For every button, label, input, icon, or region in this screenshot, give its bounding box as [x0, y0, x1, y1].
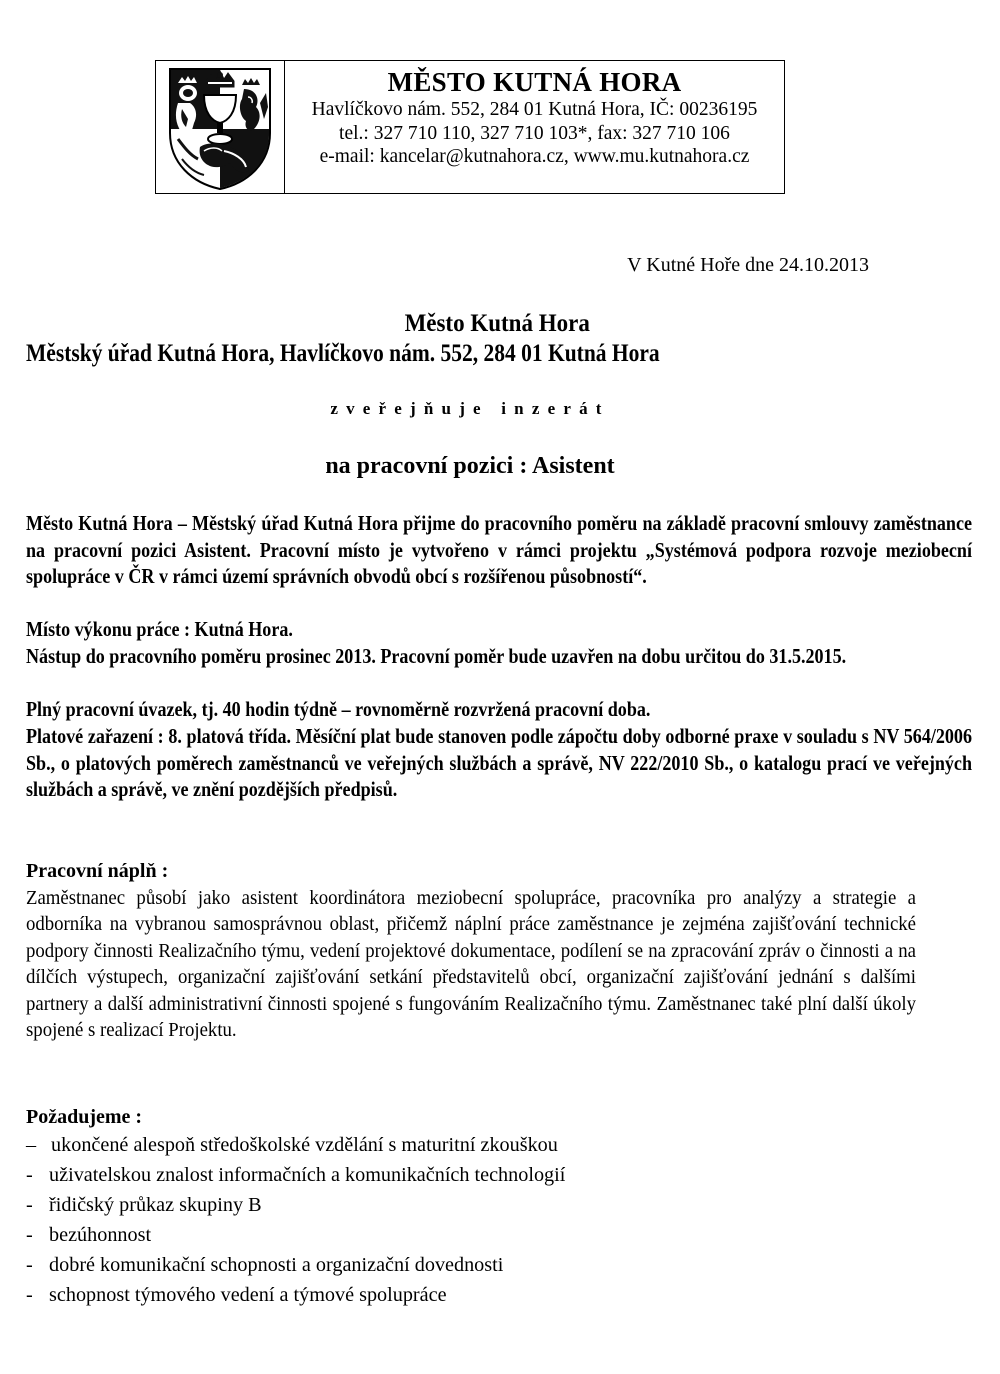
position-title: na pracovní pozici : Asistent [325, 453, 615, 479]
bullet-dash: - [26, 1284, 33, 1306]
list-item [26, 1190, 726, 1220]
start-date-paragraph: Nástup do pracovního poměru prosinec 2013. Pracovní poměr bude uzavřen na dobu určitou do 31.5.2015. [26, 644, 847, 668]
job-details [26, 510, 972, 803]
duties-heading: Pracovní náplň : [26, 860, 169, 882]
workload-paragraph: Plný pracovní úvazek, tj. 40 hodin týdně – rovnoměrně rozvržená pracovní doba. [26, 697, 651, 721]
requirement-text: bezúhonnost [49, 1224, 152, 1246]
duties-text: Zaměstnanec působí jako asistent koordinátora meziobecní spolupráce, pracovníka pro analýzy a strategie a odborníka na vybranou samosprávnou oblast, přičemž náplní práce zaměstnance je zejména zajišťování technické podpory činnosti Realizačního týmu, vedení projektové dokumentace, podílení se na zpracování zpráv o činnosti a na dílčích výstupech, organizační zajišťování setkání představitelů obcí, organizační zajišťování jednání s dalšími partnery a další administrativní činnosti spojené s fungováním Realizačního týmu. Zaměstnanec také plní další úkoly spojené s realizací Projektu. [26, 886, 917, 1041]
requirements-heading: Požadujeme : [26, 1106, 143, 1128]
requirement-text: schopnost týmového vedení a týmové spolupráce [49, 1284, 447, 1306]
workplace-paragraph: Místo výkonu práce : Kutná Hora. [26, 617, 293, 641]
list-item [26, 1160, 726, 1190]
bullet-dash: - [26, 1194, 33, 1216]
requirements-section [26, 1104, 726, 1310]
letterhead-phone: tel.: 327 710 110, 327 710 103*, fax: 327 710 106 [339, 122, 730, 144]
crest-cell [156, 61, 285, 193]
list-item [26, 1250, 726, 1280]
bullet-dash: - [26, 1224, 33, 1246]
requirements-list [26, 1130, 726, 1310]
letterhead-address: Havlíčkovo nám. 552, 284 01 Kutná Hora, IČ: 00236195 [311, 99, 758, 120]
duties-section [26, 858, 916, 1044]
list-item [26, 1280, 726, 1310]
bullet-dash: - [26, 1164, 33, 1186]
letterhead-text [285, 61, 784, 193]
letterhead [155, 60, 785, 194]
letterhead-contact: e-mail: kancelar@kutnahora.cz, www.mu.kutnahora.cz [319, 146, 750, 167]
requirement-text: dobré komunikační schopnosti a organizační dovednosti [49, 1254, 504, 1276]
intro-paragraph: Město Kutná Hora – Městský úřad Kutná Hora přijme do pracovního poměru na základě pracovní smlouvy zaměstnance na pracovní pozici Asistent. Pracovní místo je vytvořeno v rámci projektu „Systémová podpora rozvoje meziobecní spolupráce v ČR v rámci území správních obvodů obcí s rozšířenou působností“. [26, 511, 972, 589]
requirement-text: uživatelskou znalost informačních a komunikačních technologií [49, 1164, 566, 1186]
heading-city: Město Kutná Hora [404, 310, 590, 337]
requirement-text: řidičský průkaz skupiny B [49, 1194, 262, 1216]
bullet-dash: - [26, 1254, 33, 1276]
list-item [26, 1220, 726, 1250]
salary-paragraph: Platové zařazení : 8. platová třída. Měsíční plat bude stanoven podle zápočtu doby odborné praxe v souladu s NV 564/2006 Sb., o platových poměrech zaměstnanců ve veřejných službách a správě, NV 222/2010 Sb., o katalogu prací ve veřejných službách a správě, ve znění pozdějších předpisů. [26, 724, 972, 802]
coat-of-arms-icon [164, 63, 276, 191]
requirement-text: ukončené alespoň středoškolské vzdělání s maturitní zkouškou [51, 1134, 558, 1156]
date-line: V Kutné Hoře dne 24.10.2013 [627, 254, 869, 276]
bullet-dash: – [26, 1134, 37, 1156]
heading-office: Městský úřad Kutná Hora, Havlíčkovo nám. 552, 284 01 Kutná Hora [26, 340, 660, 367]
letterhead-title: MĚSTO KUTNÁ HORA [387, 67, 682, 97]
announcement-label: zveřejňuje inzerát [330, 399, 610, 418]
list-item [26, 1130, 726, 1160]
